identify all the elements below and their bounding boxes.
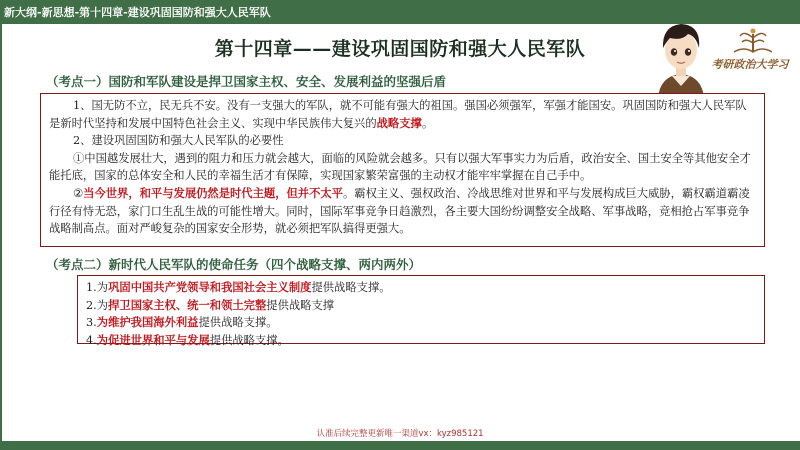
section1-paragraph-3: ①中国越发展壮大，遇到的阻力和压力就会越大，面临的风险就会越多。只有以强大军事实力为后盾，政治安全、国土安全等其他安全才能托底，国家的总体安全和人民的幸福生活才有保障，实现国家繁荣富强的主动权才能牢牢掌握在自己手中。 bbox=[49, 151, 751, 183]
p1-text: 1、国无防不立，民无兵不安。没有一支强大的军队，就不可能有强大的祖国。强国必须强军，军强才能国安。巩固国防和强大人民军队是新时代坚持和发展中国特色社会主义、实现中华民族伟大复兴的 bbox=[49, 99, 747, 130]
list-item bbox=[86, 297, 756, 315]
item-suffix: 提供战略支撑。 bbox=[311, 281, 391, 294]
item-number: 3. bbox=[86, 316, 97, 330]
item-prefix: 为 bbox=[96, 281, 109, 294]
section1-paragraph-4 bbox=[49, 185, 756, 238]
item-highlight: 为促进世界和平与发展 bbox=[96, 332, 210, 347]
book-tree-logo-icon bbox=[718, 26, 788, 54]
p1-highlight: 战略支撑 bbox=[376, 115, 422, 130]
item-suffix: 提供战略支撑。 bbox=[209, 333, 289, 347]
item-prefix: 为 bbox=[96, 298, 109, 312]
item-number: 2. bbox=[86, 298, 97, 312]
p4-number: ② bbox=[73, 186, 84, 200]
section1-paragraph-2: 2、建设巩固国防和强大人民军队的必要性 bbox=[73, 134, 284, 148]
p4-text: 。霸权主义、强权政治、冷战思维对世界和平与发展构成巨大威胁，霸权霸道霸凌行径有恃无恐，家门口生乱生战的可能性增大。同时，国际军事竞争日趋激烈，各主要大国纷纷调整安全战略、军事战略，竞相抢占军事竞争战略制高点。面对严峻复杂的国家安全形势，就必须把军队搞得更强大。 bbox=[49, 186, 750, 236]
p1-end: 。 bbox=[421, 116, 434, 130]
item-highlight: 巩固中国共产党领导和我国社会主义制度 bbox=[108, 280, 312, 294]
p4-highlight: 当今世界，和平与发展仍然是时代主题，但并不太平 bbox=[83, 185, 343, 200]
item-number: 4. bbox=[86, 333, 97, 347]
item-number: 1. bbox=[86, 281, 97, 294]
left-accent-line bbox=[0, 24, 2, 450]
item-suffix: 提供战略支撑 bbox=[266, 298, 335, 312]
list-item bbox=[86, 279, 756, 297]
cartoon-student-avatar-icon bbox=[652, 16, 710, 98]
logo bbox=[718, 26, 788, 54]
page-title: 第十四章——建设巩固国防和强大人民军队 bbox=[214, 38, 586, 60]
footer-note: 认准后续完整更新唯一渠道vx：kyz985121 bbox=[316, 429, 484, 439]
item-highlight: 捍卫国家主权、统一和领土完整 bbox=[108, 297, 267, 312]
item-suffix: 提供战略支撑。 bbox=[198, 316, 278, 330]
logo-caption: 考研政治大学习 bbox=[711, 58, 789, 71]
avatar bbox=[652, 16, 710, 98]
list-item bbox=[86, 314, 756, 332]
section2-content-box bbox=[77, 275, 765, 347]
list-item bbox=[86, 332, 756, 350]
section1-heading: （考点一）国防和军队建设是捍卫国家主权、安全、发展利益的坚强后盾 bbox=[46, 74, 447, 89]
item-highlight: 为维护我国海外利益 bbox=[96, 315, 199, 330]
section1-content-box bbox=[40, 93, 765, 247]
section2-heading: （考点二）新时代人民军队的使命任务（四个战略支撑、两内两外） bbox=[46, 257, 422, 272]
section1-paragraph-1 bbox=[49, 97, 756, 132]
bottom-bar bbox=[0, 441, 800, 450]
breadcrumb: 新大纲-新思想-第十四章-建设巩固国防和强大人民军队 bbox=[4, 6, 271, 19]
